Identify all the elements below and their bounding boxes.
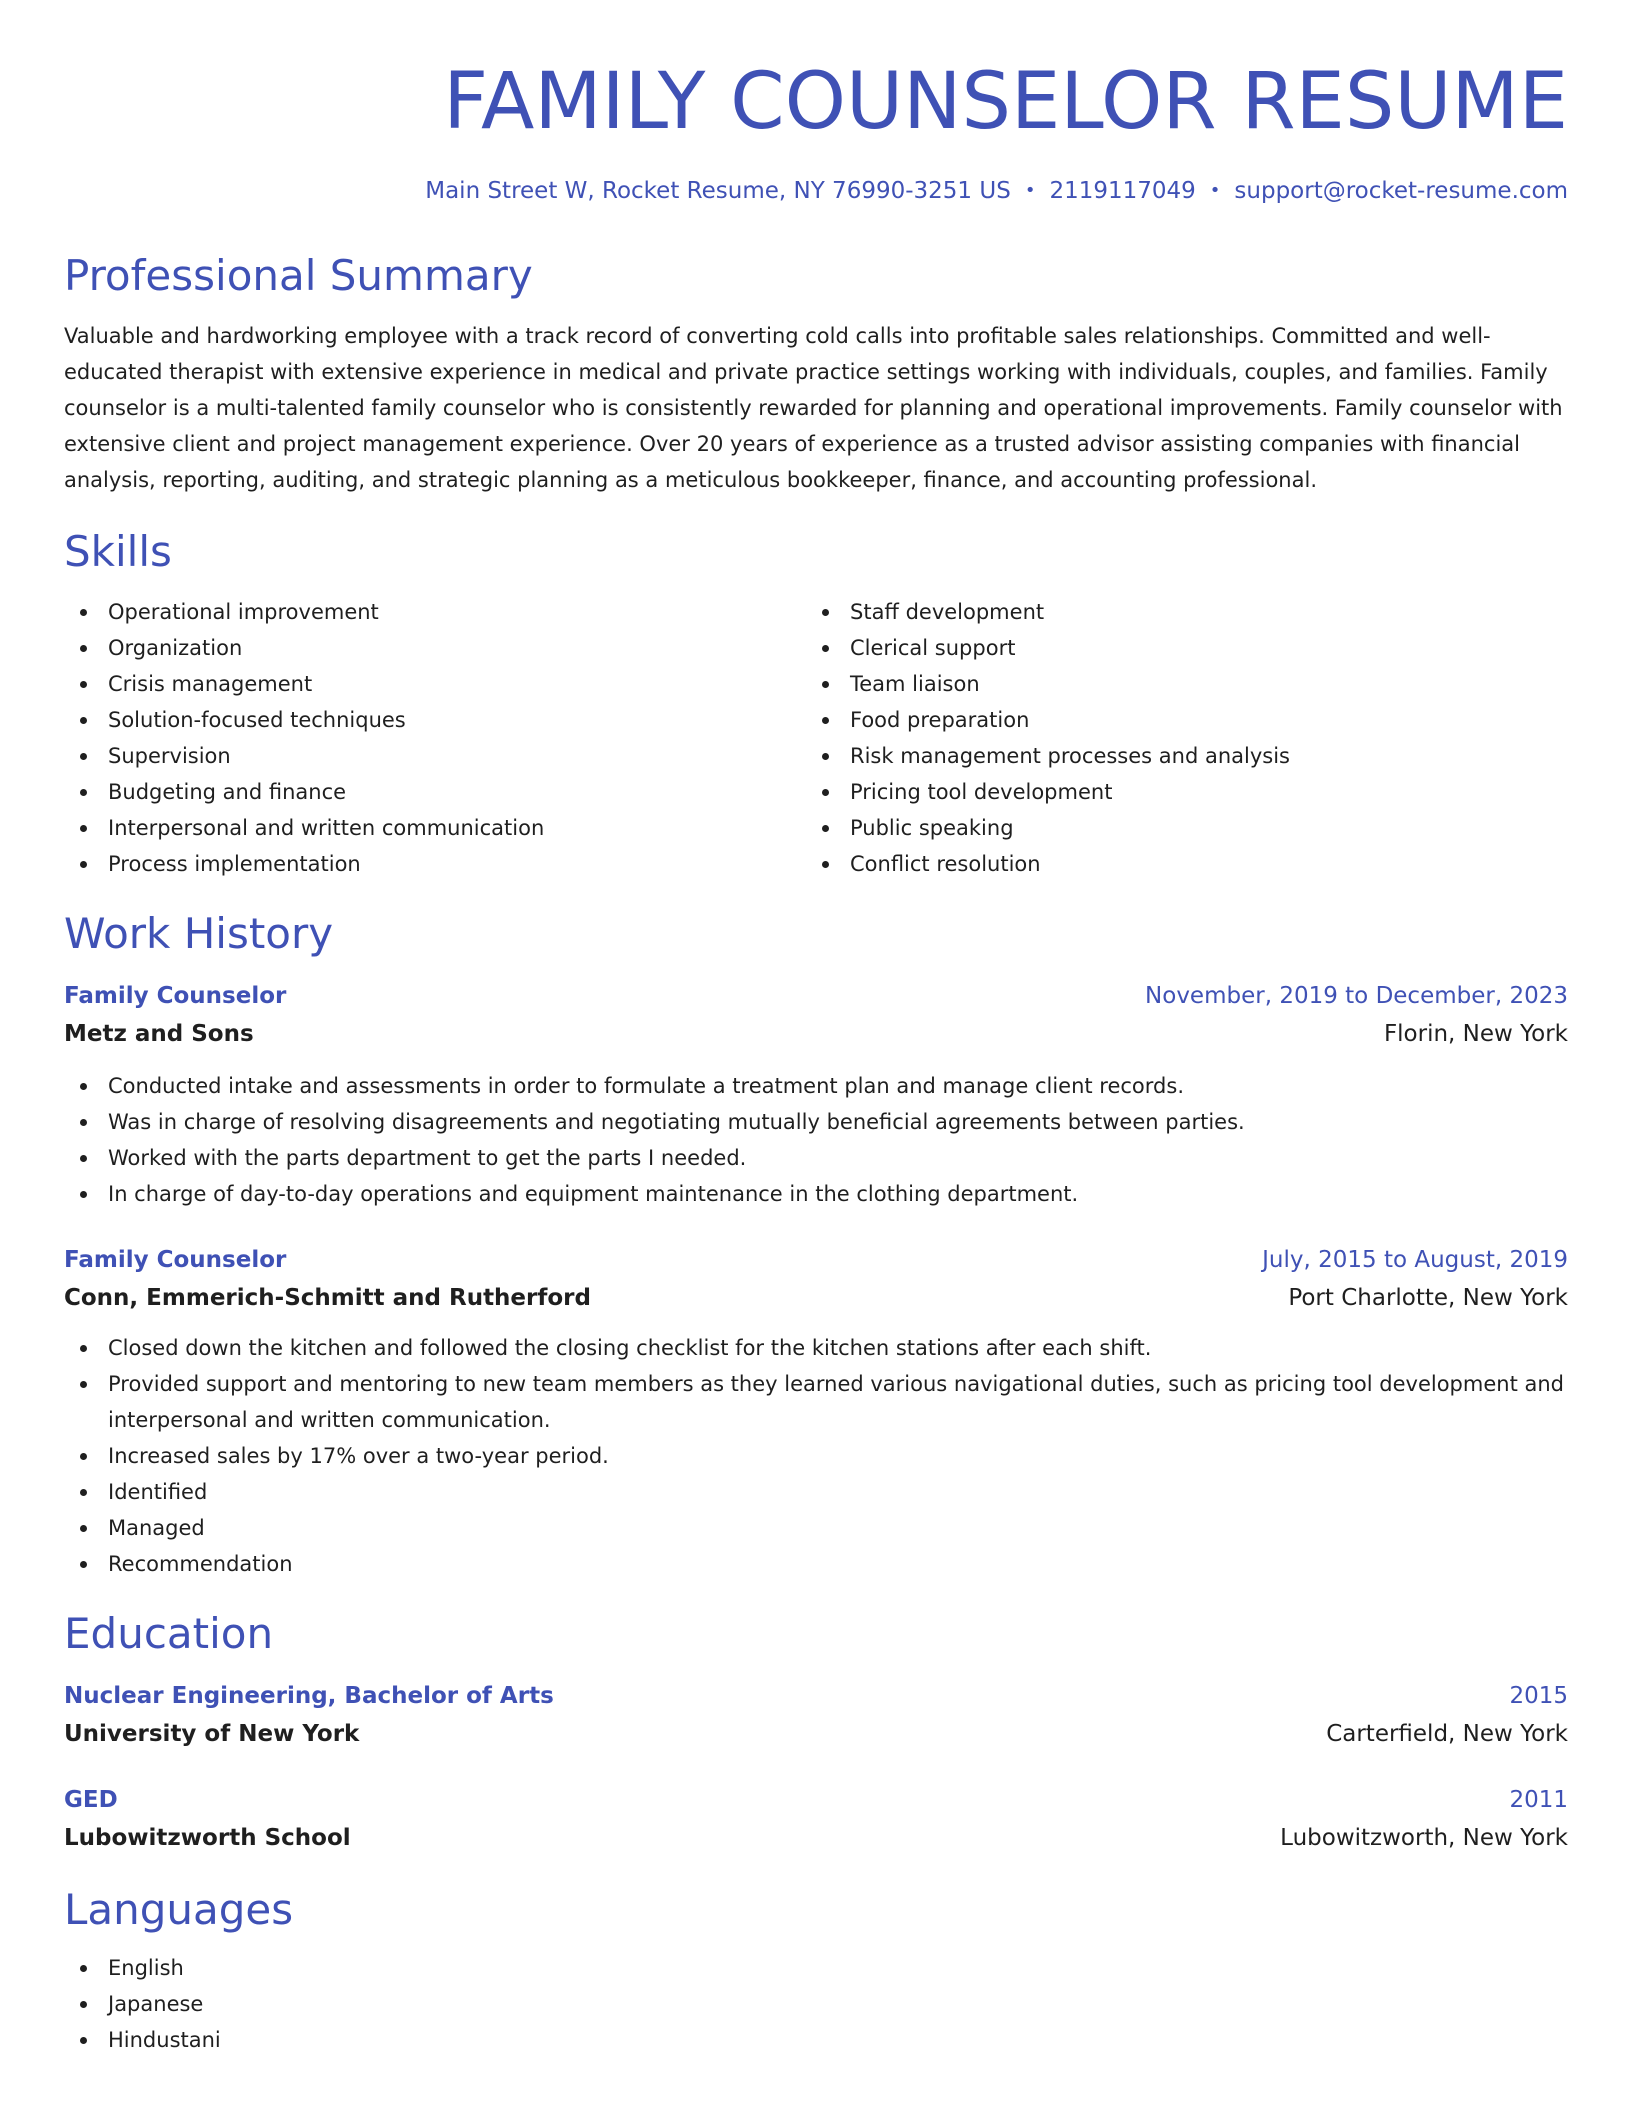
job-title: Family Counselor [64,1247,287,1273]
job-bullet: Provided support and mentoring to new team members as they learned various navigational duties, such as pricing tool development and interpersonal and written communication. [64,1366,1568,1438]
education-school: Lubowitzworth School [64,1825,351,1851]
job-bullet: Was in charge of resolving disagreements and negotiating mutually beneficial agreements between parties. [64,1104,1568,1140]
work-history-heading: Work History [64,909,334,958]
resume-page [64,0,1568,2058]
contact-email: support@rocket-resume.com [1234,178,1568,204]
languages-heading: Languages [64,1885,294,1934]
skill-item: Operational improvement [64,594,806,630]
skill-item: Pricing tool development [806,774,1548,810]
job-bullet: Increased sales by 17% over a two-year period. [64,1438,1568,1474]
job-company: Metz and Sons [64,1021,254,1047]
contact-address: Main Street W, Rocket Resume, NY 76990-3251 US [425,178,1011,204]
resume-title: FAMILY COUNSELOR RESUME [443,57,1568,147]
job-bullet: Conducted intake and assessments in order to formulate a treatment plan and manage client records. [64,1068,1568,1104]
summary-heading: Professional Summary [64,251,533,300]
job-bullet: In charge of day-to-day operations and equipment maintenance in the clothing department. [64,1176,1568,1212]
job-entry [64,1242,1568,1582]
job-bullets [64,1068,1568,1212]
contact-separator: • [1024,180,1036,201]
skill-item: Process implementation [64,846,806,882]
skill-item: Food preparation [806,702,1548,738]
job-bullets [64,1330,1568,1582]
skills-right-column [806,594,1548,882]
education-location: Carterfield, New York [1326,1721,1568,1747]
job-dates: July, 2015 to August, 2019 [1262,1247,1568,1273]
education-heading: Education [64,1609,274,1658]
education-header [64,1782,1568,1818]
education-subheader [64,1818,1568,1858]
skill-item: Crisis management [64,666,806,702]
education-entry [64,1782,1568,1858]
summary-text: Valuable and hardworking employee with a track record of converting cold calls into profitable sales relationships. Committed and well-educated therapist with extensive experience in medical and private practice settings working with individuals, couples, and families. Family counselor is a multi-talented family counselor who is consistently rewarded for planning and operational improvements. Family counselor with extensive client and project management experience. Over 20 years of experience as a trusted advisor assisting companies with financial analysis, reporting, auditing, and strategic planning as a meticulous bookkeeper, finance, and accounting professional. [64,324,1563,492]
education-header [64,1678,1568,1714]
skills-heading: Skills [64,527,172,576]
skill-item: Staff development [806,594,1548,630]
job-location: Port Charlotte, New York [1288,1285,1568,1311]
job-bullet: Closed down the kitchen and followed the closing checklist for the kitchen stations after each shift. [64,1330,1568,1366]
skill-item: Organization [64,630,806,666]
job-bullet: Recommendation [64,1546,1568,1582]
language-item: Hindustani [64,2022,1568,2058]
job-header [64,1242,1568,1278]
language-item: English [64,1950,1568,1986]
job-bullet: Worked with the parts department to get the parts I needed. [64,1140,1568,1176]
skills-grid [64,594,1568,882]
contact-phone: 2119117049 [1049,178,1196,204]
languages-list [64,1950,1568,2058]
skill-item: Interpersonal and written communication [64,810,806,846]
job-location: Florin, New York [1383,1021,1568,1047]
job-subheader [64,1014,1568,1054]
skill-item: Public speaking [806,810,1548,846]
skill-item: Team liaison [806,666,1548,702]
contact-line [64,176,1568,208]
skill-item: Conflict resolution [806,846,1548,882]
job-header [64,978,1568,1014]
job-bullet: Identified [64,1474,1568,1510]
skill-item: Risk management processes and analysis [806,738,1548,774]
job-dates: November, 2019 to December, 2023 [1145,983,1568,1009]
job-subheader [64,1278,1568,1318]
education-entry [64,1678,1568,1754]
skill-item: Solution-focused techniques [64,702,806,738]
education-school: University of New York [64,1721,360,1747]
skills-left-column [64,594,806,882]
skill-item: Clerical support [806,630,1548,666]
job-company: Conn, Emmerich-Schmitt and Rutherford [64,1285,591,1311]
education-location: Lubowitzworth, New York [1280,1825,1568,1851]
language-item: Japanese [64,1986,1568,2022]
job-bullet: Managed [64,1510,1568,1546]
education-year: 2011 [1509,1787,1568,1813]
education-subheader [64,1714,1568,1754]
job-title: Family Counselor [64,983,287,1009]
education-degree: GED [64,1787,118,1813]
contact-separator: • [1209,180,1221,201]
education-year: 2015 [1509,1683,1568,1709]
education-degree: Nuclear Engineering, Bachelor of Arts [64,1683,554,1709]
skill-item: Supervision [64,738,806,774]
job-entry [64,978,1568,1212]
skill-item: Budgeting and finance [64,774,806,810]
